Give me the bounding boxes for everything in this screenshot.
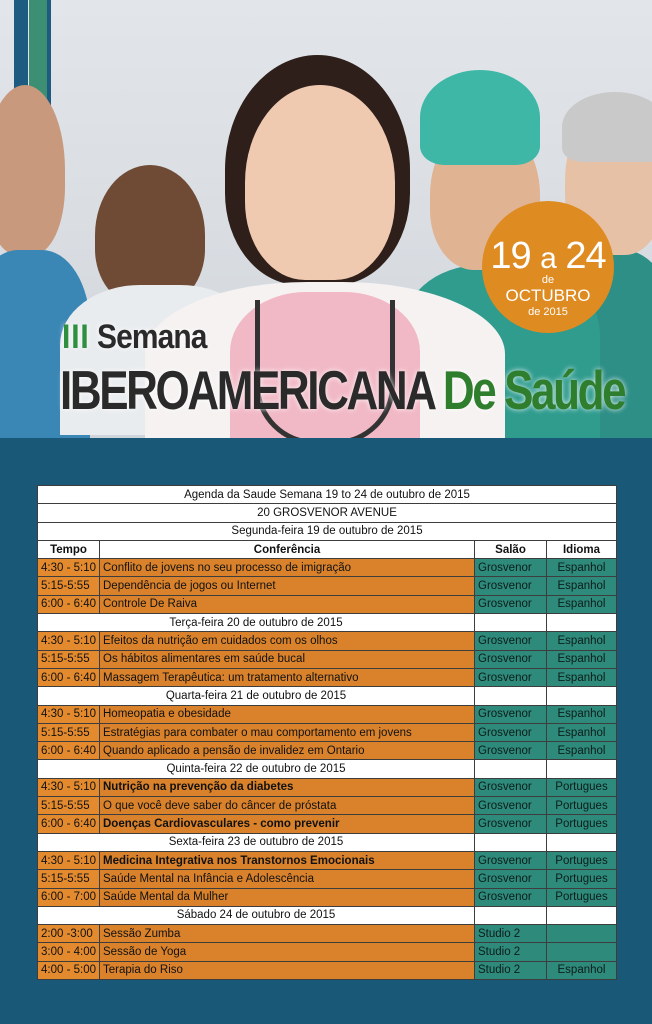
session-room: Grosvenor xyxy=(475,851,547,869)
session-time: 4:30 - 5:10 xyxy=(38,705,100,723)
session-time: 4:00 - 5:00 xyxy=(38,961,100,979)
date-start: 19 xyxy=(490,235,531,277)
session-title: Os hábitos alimentares em saúde bucal xyxy=(100,650,475,668)
agenda-address-row xyxy=(38,504,617,522)
day-heading-row xyxy=(38,687,617,705)
session-title: Conflito de jovens no seu processo de imigração xyxy=(100,559,475,577)
empty-cell xyxy=(547,614,617,632)
column-header-room: Salão xyxy=(475,540,547,558)
session-row xyxy=(38,723,617,741)
agenda-table xyxy=(37,485,617,980)
session-language: Espanhol xyxy=(547,632,617,650)
session-language: Espanhol xyxy=(547,961,617,979)
date-badge xyxy=(482,201,614,333)
session-time: 2:00 -3:00 xyxy=(38,925,100,943)
session-row xyxy=(38,925,617,943)
session-time: 5:15-5:55 xyxy=(38,870,100,888)
title-de-saude: De Saúde xyxy=(442,359,625,421)
session-row xyxy=(38,815,617,833)
session-room: Grosvenor xyxy=(475,577,547,595)
session-row xyxy=(38,577,617,595)
date-end: 24 xyxy=(565,235,606,277)
session-language: Espanhol xyxy=(547,577,617,595)
column-header-conference: Conferência xyxy=(100,540,475,558)
session-language: Portugues xyxy=(547,778,617,796)
session-language: Portugues xyxy=(547,797,617,815)
session-title: Homeopatia e obesidade xyxy=(100,705,475,723)
empty-cell xyxy=(475,687,547,705)
session-row xyxy=(38,778,617,796)
session-title: O que você deve saber do câncer de próstata xyxy=(100,797,475,815)
empty-cell xyxy=(475,833,547,851)
session-time: 4:30 - 5:10 xyxy=(38,559,100,577)
day-heading: Quinta-feira 22 de outubro de 2015 xyxy=(38,760,475,778)
session-row xyxy=(38,595,617,613)
photo-person-second-head xyxy=(95,165,205,305)
session-language: Portugues xyxy=(547,815,617,833)
session-room: Grosvenor xyxy=(475,797,547,815)
day-heading-row xyxy=(38,833,617,851)
session-language: Espanhol xyxy=(547,650,617,668)
session-row xyxy=(38,888,617,906)
session-title: Controle De Raiva xyxy=(100,595,475,613)
date-year: de 2015 xyxy=(528,306,568,318)
session-room: Studio 2 xyxy=(475,925,547,943)
session-time: 3:00 - 4:00 xyxy=(38,943,100,961)
date-separator: a xyxy=(540,242,556,275)
session-language: Espanhol xyxy=(547,559,617,577)
empty-cell xyxy=(547,760,617,778)
event-subtitle xyxy=(62,318,206,357)
edition-number: III xyxy=(62,318,90,356)
session-time: 5:15-5:55 xyxy=(38,650,100,668)
session-time: 6:00 - 6:40 xyxy=(38,742,100,760)
session-title: Quando aplicado a pensão de invalidez em Ontario xyxy=(100,742,475,760)
date-month: OCTUBRO xyxy=(505,286,591,305)
session-language xyxy=(547,943,617,961)
session-time: 6:00 - 6:40 xyxy=(38,815,100,833)
event-title xyxy=(60,358,624,422)
session-room: Grosvenor xyxy=(475,778,547,796)
session-title: Doenças Cardiovasculares - como prevenir xyxy=(100,815,475,833)
empty-cell xyxy=(547,906,617,924)
session-row xyxy=(38,870,617,888)
session-language: Espanhol xyxy=(547,668,617,686)
session-language: Espanhol xyxy=(547,595,617,613)
date-range xyxy=(482,237,614,278)
agenda-title: Agenda da Saude Semana 19 to 24 de outubro de 2015 xyxy=(38,486,617,504)
day-heading-row xyxy=(38,906,617,924)
session-room: Grosvenor xyxy=(475,650,547,668)
day-heading: Sexta-feira 23 de outubro de 2015 xyxy=(38,833,475,851)
session-language: Espanhol xyxy=(547,742,617,760)
session-time: 6:00 - 6:40 xyxy=(38,595,100,613)
session-time: 6:00 - 7:00 xyxy=(38,888,100,906)
agenda-first-day-row xyxy=(38,522,617,540)
column-header-time: Tempo xyxy=(38,540,100,558)
agenda-column-headers xyxy=(38,540,617,558)
agenda-address: 20 GROSVENOR AVENUE xyxy=(38,504,617,522)
session-language: Portugues xyxy=(547,870,617,888)
empty-cell xyxy=(475,760,547,778)
session-language: Portugues xyxy=(547,851,617,869)
photo-surgeon-cap xyxy=(420,70,540,165)
session-title: Dependência de jogos ou Internet xyxy=(100,577,475,595)
session-language xyxy=(547,925,617,943)
session-time: 5:15-5:55 xyxy=(38,797,100,815)
hero-banner xyxy=(0,0,652,438)
day-heading: Terça-feira 20 de outubro de 2015 xyxy=(38,614,475,632)
session-room: Studio 2 xyxy=(475,961,547,979)
session-row xyxy=(38,668,617,686)
session-title: Sessão Zumba xyxy=(100,925,475,943)
empty-cell xyxy=(475,614,547,632)
session-title: Efeitos da nutrição em cuidados com os olhos xyxy=(100,632,475,650)
photo-doctor-face xyxy=(245,85,395,280)
session-room: Grosvenor xyxy=(475,870,547,888)
empty-cell xyxy=(547,687,617,705)
session-language: Portugues xyxy=(547,888,617,906)
session-language: Espanhol xyxy=(547,705,617,723)
session-row xyxy=(38,851,617,869)
session-time: 4:30 - 5:10 xyxy=(38,851,100,869)
session-room: Grosvenor xyxy=(475,815,547,833)
session-time: 5:15-5:55 xyxy=(38,577,100,595)
session-row xyxy=(38,742,617,760)
session-room: Grosvenor xyxy=(475,723,547,741)
date-de: de xyxy=(541,274,555,286)
session-time: 4:30 - 5:10 xyxy=(38,778,100,796)
session-row xyxy=(38,705,617,723)
day-heading-row xyxy=(38,614,617,632)
day-heading: Quarta-feira 21 de outubro de 2015 xyxy=(38,687,475,705)
session-time: 6:00 - 6:40 xyxy=(38,668,100,686)
agenda-title-row xyxy=(38,486,617,504)
day-heading: Segunda-feira 19 de outubro de 2015 xyxy=(38,522,617,540)
session-title: Medicina Integrativa nos Transtornos Emocionais xyxy=(100,851,475,869)
photo-person-left-head xyxy=(0,85,65,255)
session-room: Grosvenor xyxy=(475,668,547,686)
session-time: 5:15-5:55 xyxy=(38,723,100,741)
session-room: Grosvenor xyxy=(475,888,547,906)
session-room: Grosvenor xyxy=(475,559,547,577)
session-row xyxy=(38,961,617,979)
session-title: Saúde Mental da Mulher xyxy=(100,888,475,906)
session-row xyxy=(38,797,617,815)
empty-cell xyxy=(547,833,617,851)
session-row xyxy=(38,559,617,577)
photo-person-right-hair xyxy=(562,92,652,162)
day-heading-row xyxy=(38,760,617,778)
session-title: Sessão de Yoga xyxy=(100,943,475,961)
session-language: Espanhol xyxy=(547,723,617,741)
session-room: Grosvenor xyxy=(475,632,547,650)
session-title: Estratégias para combater o mau comportamento em jovens xyxy=(100,723,475,741)
day-heading: Sábado 24 de outubro de 2015 xyxy=(38,906,475,924)
session-title: Terapia do Riso xyxy=(100,961,475,979)
session-row xyxy=(38,943,617,961)
session-room: Grosvenor xyxy=(475,742,547,760)
session-title: Saúde Mental na Infância e Adolescência xyxy=(100,870,475,888)
column-header-language: Idioma xyxy=(547,540,617,558)
session-row xyxy=(38,650,617,668)
session-room: Grosvenor xyxy=(475,705,547,723)
session-room: Grosvenor xyxy=(475,595,547,613)
session-row xyxy=(38,632,617,650)
session-room: Studio 2 xyxy=(475,943,547,961)
title-semana: Semana xyxy=(97,318,207,356)
session-title: Massagem Terapêutica: um tratamento alternativo xyxy=(100,668,475,686)
session-time: 4:30 - 5:10 xyxy=(38,632,100,650)
session-title: Nutrição na prevenção da diabetes xyxy=(100,778,475,796)
empty-cell xyxy=(475,906,547,924)
title-iberoamericana: IBEROAMERICANA xyxy=(60,359,433,421)
